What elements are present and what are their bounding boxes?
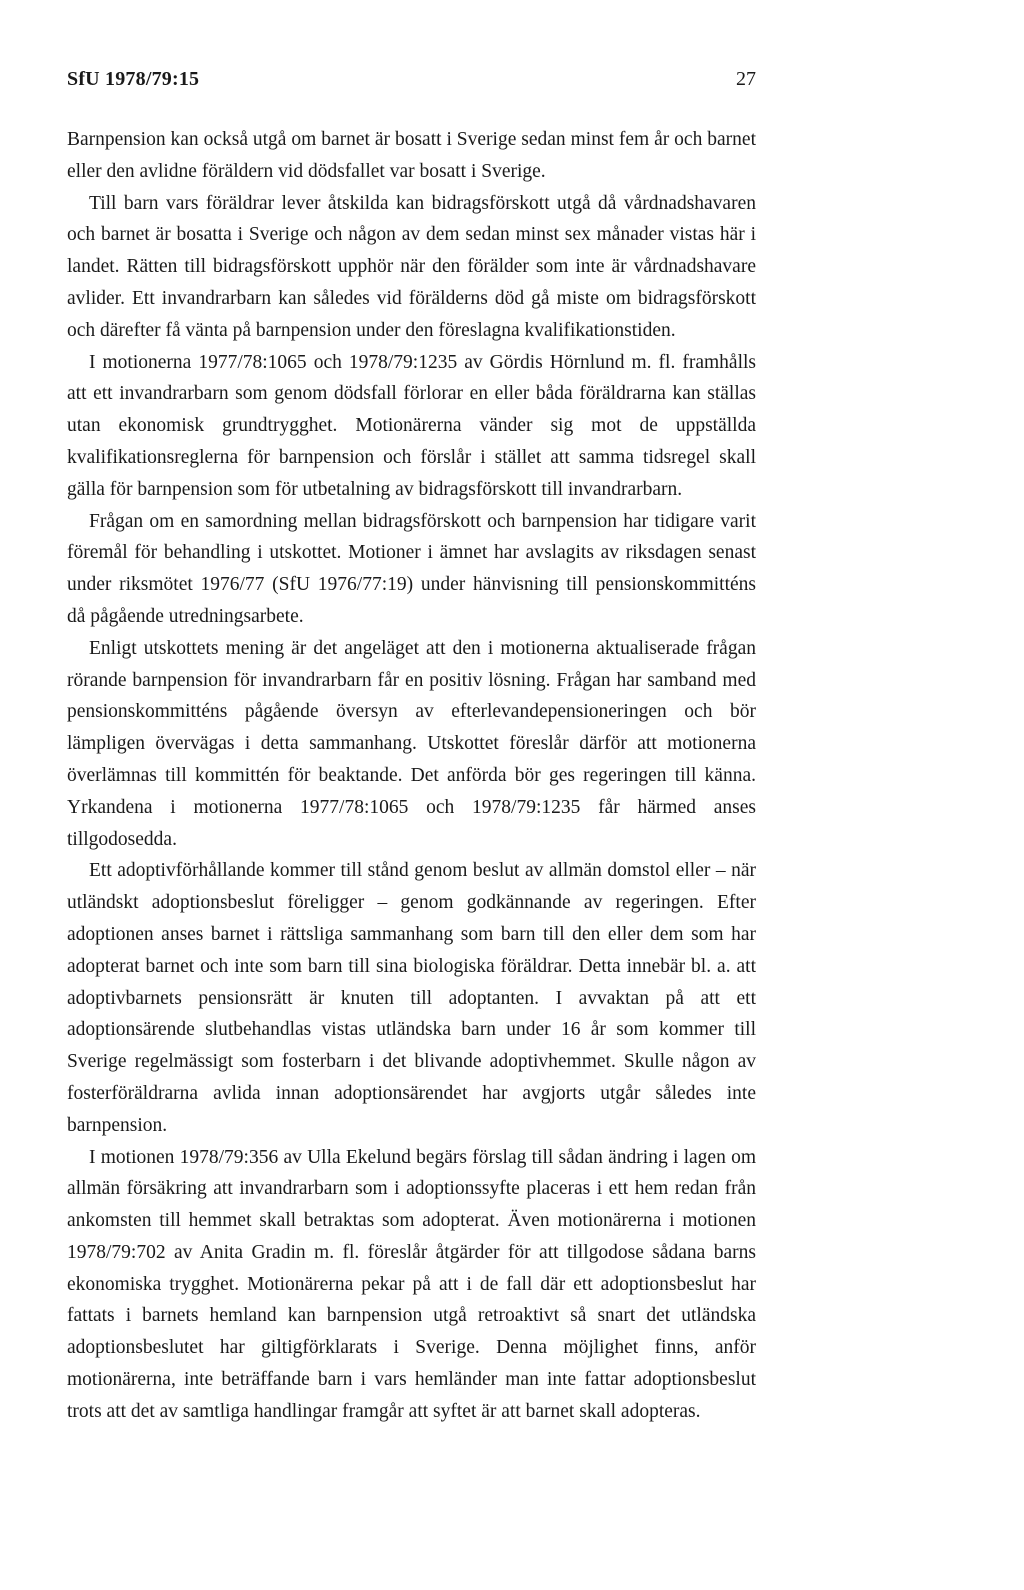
paragraph: Ett adoptivförhållande kommer till stånd genom beslut av allmän domstol eller – när utländskt adoptionsbeslut föreligger – genom godkännande av regeringen. Efter adoptionen anses barnet i rättsliga sammanhang som barn till den eller dem som har adopterat barnet och inte som barn till sina biologiska föräldrar. Detta innebär bl. a. att adoptivbarnets pensionsrätt är knuten till adoptanten. I avvaktan på att ett adoptionsärende slutbehandlas vistas utländska barn under 16 år som kommer till Sverige regelmässigt som fosterbarn i det blivande adoptivhemmet. Skulle någon av fosterföräldrarna avlida innan adoptionsärendet har avgjorts utgår således inte barnpension. — [67, 860, 756, 1136]
body-text — [67, 124, 756, 1428]
paragraph: Barnpension kan också utgå om barnet är bosatt i Sverige sedan minst fem år och barnet eller den avlidne föräldern vid dödsfallet var bosatt i Sverige. — [67, 129, 756, 182]
document-id: SfU 1978/79:15 — [67, 68, 200, 90]
paragraph: Till barn vars föräldrar lever åtskilda kan bidragsförskott utgå då vårdnadshavaren och barnet är bosatta i Sverige och någon av dem sedan minst sex månader vistas här i landet. Rätten till bidragsförskott upphör när den förälder som inte är vårdnadshavare avlider. Ett invandrarbarn kan således vid förälderns död gå miste om bidragsförskott och därefter få vänta på barnpension under den föreslagna kvalifikationstiden. — [67, 192, 756, 341]
page-header — [67, 68, 756, 98]
paragraph: I motionen 1978/79:356 av Ulla Ekelund begärs förslag till sådan ändring i lagen om allmän försäkring att invandrarbarn som i adoptionssyfte placeras i ett hem redan från ankomsten till hemmet skall betraktas som adopterat. Även motionärerna i motionen 1978/79:702 av Anita Gradin m. fl. föreslår åtgärder för att tillgodose sådana barns ekonomiska trygghet. Motionärerna pekar på att i de fall där ett adoptionsbeslut har fattats i barnets hemland kan barnpension utgå retroaktivt så snart det utländska adoptionsbeslutet har giltigförklarats i Sverige. Denna möjlighet finns, anför motionärerna, inte beträffande barn i vars hemländer man inte fattar adoptionsbeslut trots att det av samtliga handlingar framgår att syftet är att barnet skall adopteras. — [67, 1146, 756, 1422]
paragraph: Frågan om en samordning mellan bidragsförskott och barnpension har tidigare varit föremål för behandling i utskottet. Motioner i ämnet har avslagits av riksdagen senast under riksmötet 1976/77 (SfU 1976/77:19) under hänvisning till pensionskommitténs då pågående utredningsarbete. — [67, 510, 756, 627]
paragraph: Enligt utskottets mening är det angeläget att den i motionerna aktualiserade frågan rörande barnpension för invandrarbarn får en positiv lösning. Frågan har samband med pensionskommitténs pågående översyn av efterlevandepensioneringen och bör lämpligen övervägas i detta sammanhang. Utskottet föreslår därför att motionerna överlämnas till kommittén för beaktande. Det anförda bör ges regeringen till känna. Yrkandena i motionerna 1977/78:1065 och 1978/79:1235 får härmed anses tillgodosedda. — [67, 637, 756, 850]
paragraph: I motionerna 1977/78:1065 och 1978/79:1235 av Gördis Hörnlund m. fl. framhålls att ett invandrarbarn som genom dödsfall förlorar en eller båda föräldrarna kan ställas utan ekonomisk grundtrygghet. Motionärerna vänder sig mot de uppställda kvalifikationsreglerna för barnpension och förslår i stället att samma tidsregel skall gälla för barnpension som för utbetalning av bidragsförskott till invandrarbarn. — [67, 351, 756, 500]
page-number: 27 — [736, 68, 756, 90]
